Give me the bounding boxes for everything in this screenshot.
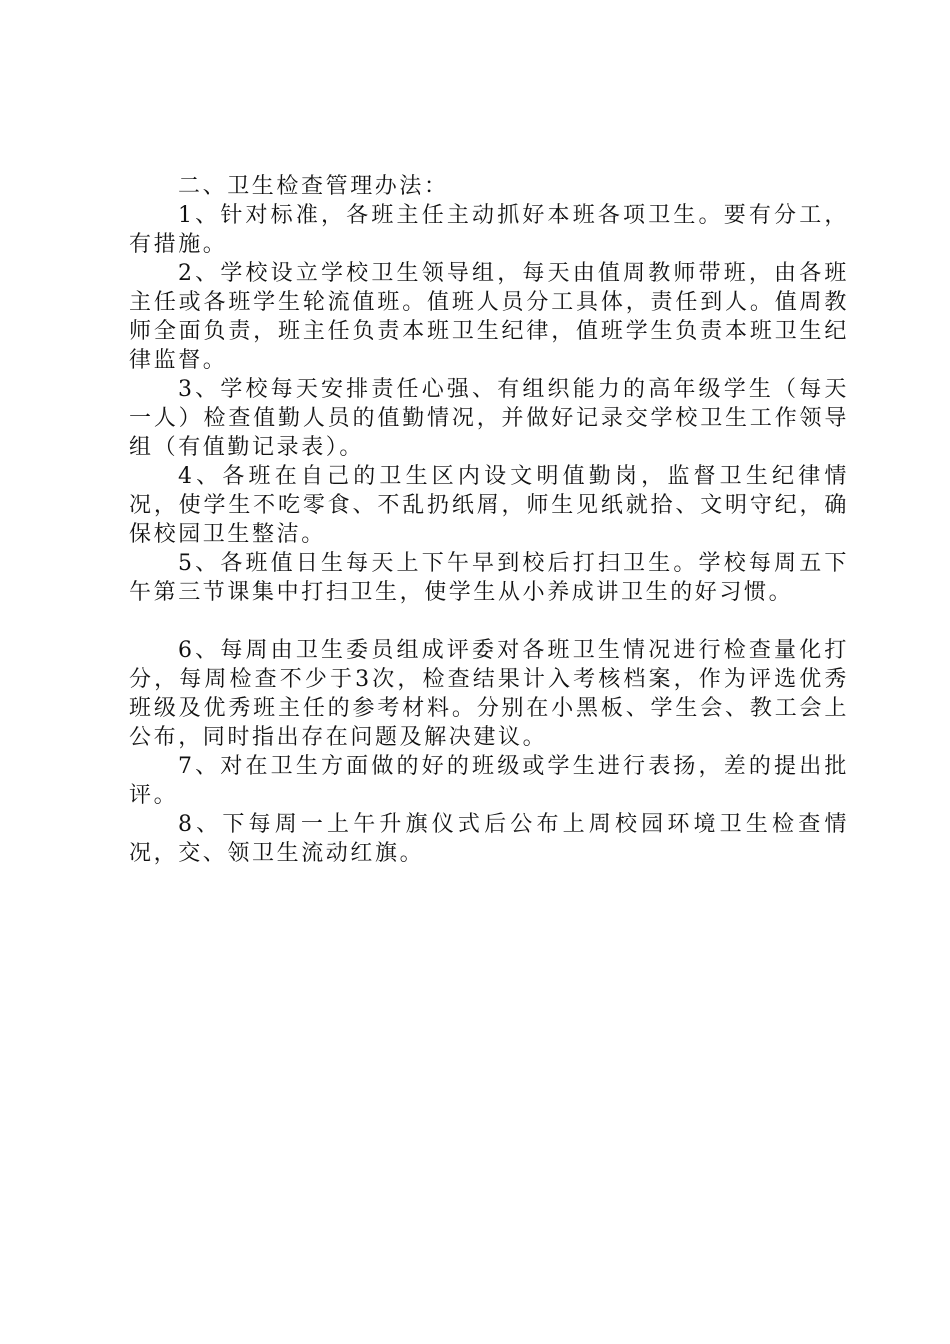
paragraph-6: 6、每周由卫生委员组成评委对各班卫生情况进行检查量化打分，每周检查不少于3次，检查结果计入考核档案，作为评选优秀班级及优秀班主任的参考材料。分别在小黑板、学生会、教工会上公布，同时指出存在问题及解决建议。 [129, 638, 849, 750]
paragraph-5: 5、各班值日生每天上下午早到校后打扫卫生。学校每周五下午第三节课集中打扫卫生，使学生从小养成讲卫生的好习惯。 [129, 551, 849, 605]
paragraph-4: 4、各班在自己的卫生区内设文明值勤岗，监督卫生纪律情况，使学生不吃零食、不乱扔纸屑，师生见纸就拾、文明守纪，确保校园卫生整洁。 [129, 464, 849, 547]
paragraph-7: 7、对在卫生方面做的好的班级或学生进行表扬，差的提出批评。 [129, 754, 849, 808]
paragraph-1: 1、针对标准，各班主任主动抓好本班各项卫生。要有分工，有措施。 [129, 203, 849, 257]
document-body [129, 172, 849, 868]
paragraph-8: 8、下每周一上午升旗仪式后公布上周校园环境卫生检查情况，交、领卫生流动红旗。 [129, 812, 849, 866]
paragraph-2: 2、学校设立学校卫生领导组，每天由值周教师带班，由各班主任或各班学生轮流值班。值班人员分工具体，责任到人。值周教师全面负责，班主任负责本班卫生纪律，值班学生负责本班卫生纪律监督。 [129, 261, 849, 373]
paragraph-3: 3、学校每天安排责任心强、有组织能力的高年级学生（每天一人）检查值勤人员的值勤情况，并做好记录交学校卫生工作领导组（有值勤记录表）。 [129, 377, 849, 460]
section-heading: 二、卫生检查管理办法： [178, 174, 449, 199]
